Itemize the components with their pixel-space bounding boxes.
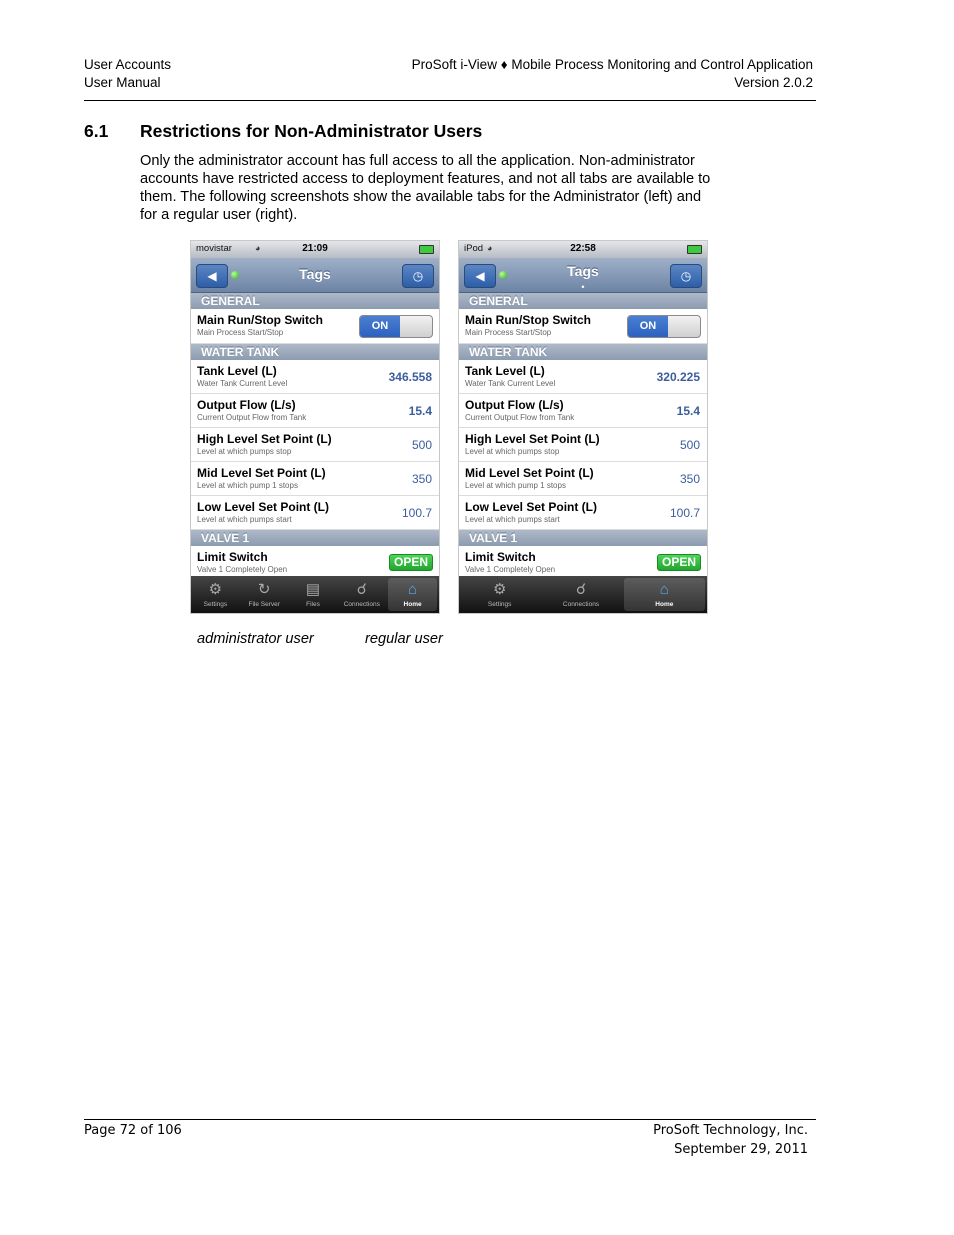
tag-value: 320.225: [656, 370, 700, 384]
tag-title: High Level Set Point (L): [465, 432, 600, 446]
tab-label: Connections: [562, 601, 600, 608]
tab-home[interactable]: [624, 578, 705, 611]
header-rule: [84, 100, 816, 101]
tag-row[interactable]: [191, 394, 439, 428]
nav-bar: [459, 258, 707, 293]
footer-right: [653, 1121, 808, 1159]
tab-bar: [459, 576, 707, 613]
timer-icon[interactable]: ◷: [402, 264, 434, 288]
tag-subtitle: Current Output Flow from Tank: [197, 413, 307, 422]
tag-row[interactable]: [191, 428, 439, 462]
section-title: Restrictions for Non-Administrator Users: [140, 121, 483, 141]
page-indicator: •: [581, 282, 585, 292]
section-water-tank: WATER TANK: [459, 344, 707, 360]
home-icon: ⌂: [408, 581, 418, 598]
tag-title: Tank Level (L): [197, 364, 277, 378]
regular-user-screenshot: [459, 241, 707, 613]
status-bar: [459, 241, 707, 258]
tag-title: Main Run/Stop Switch: [465, 313, 591, 327]
wifi-icon: ◕: [487, 243, 493, 253]
tag-subtitle: Level at which pumps stop: [465, 447, 560, 456]
tag-title: Tank Level (L): [465, 364, 545, 378]
tag-subtitle: Water Tank Current Level: [465, 379, 556, 388]
header-chapter: User Accounts: [84, 57, 172, 72]
tab-label: File Server: [248, 601, 280, 608]
status-time: 21:09: [302, 243, 328, 254]
status-bar: [191, 241, 439, 258]
tag-value: 15.4: [408, 404, 432, 418]
tag-title: Output Flow (L/s): [197, 398, 296, 412]
section-valve: VALVE 1: [459, 530, 707, 546]
paragraph-line: accounts have restricted access to deployment features, and not all tabs are available to: [140, 171, 711, 187]
section-valve: VALVE 1: [191, 530, 439, 546]
tag-value: 500: [411, 438, 432, 452]
tab-connections[interactable]: [540, 576, 621, 613]
nav-title: Tags: [299, 266, 331, 282]
connections-icon: ☌: [575, 581, 587, 598]
tag-value: 350: [679, 472, 700, 486]
tab-connections[interactable]: [337, 576, 386, 613]
gear-icon: ⚙: [208, 581, 223, 598]
tag-title: Low Level Set Point (L): [197, 500, 330, 514]
wifi-icon: ◕: [255, 243, 261, 253]
tag-subtitle: Level at which pumps start: [197, 515, 292, 524]
tag-subtitle: Main Process Start/Stop: [465, 328, 552, 337]
tag-subtitle: Valve 1 Completely Open: [465, 565, 556, 574]
tag-value: 350: [411, 472, 432, 486]
tag-subtitle: Current Output Flow from Tank: [465, 413, 575, 422]
carrier-label: movistar: [196, 243, 232, 254]
paragraph-line: Only the administrator account has full access to all the application. Non-administrator: [140, 153, 695, 169]
home-icon: ⌂: [659, 581, 669, 598]
tag-value: 15.4: [676, 404, 700, 418]
tag-row: [459, 309, 707, 344]
tag-row[interactable]: [459, 360, 707, 394]
tag-row[interactable]: [459, 394, 707, 428]
tab-label: Home: [655, 601, 674, 608]
header-version: Version 2.0.2: [734, 75, 813, 90]
tag-row[interactable]: [459, 462, 707, 496]
admin-screenshot: [191, 241, 439, 613]
tag-title: Output Flow (L/s): [465, 398, 564, 412]
tab-bar: [191, 576, 439, 613]
page-number: Page 72 of 106: [84, 1123, 182, 1138]
tag-subtitle: Main Process Start/Stop: [197, 328, 284, 337]
section-heading: [84, 121, 482, 142]
gear-icon: ⚙: [492, 581, 507, 598]
nav-bar: [191, 258, 439, 293]
battery-icon: [687, 245, 702, 254]
tab-files[interactable]: [289, 576, 338, 613]
timer-icon[interactable]: ◷: [670, 264, 702, 288]
page-header-left: [84, 56, 171, 92]
tag-title: Low Level Set Point (L): [465, 500, 598, 514]
section-number: 6.1: [84, 121, 109, 141]
tab-label: Settings: [203, 601, 228, 608]
caption-regular: regular user: [365, 631, 443, 647]
status-time: 22:58: [570, 243, 596, 254]
header-doc-type: User Manual: [84, 75, 161, 90]
tag-value: 500: [679, 438, 700, 452]
tab-label: Connections: [343, 601, 380, 608]
tab-label: Files: [306, 601, 320, 608]
tag-title: Limit Switch: [465, 550, 536, 564]
run-stop-toggle[interactable]: [359, 315, 433, 338]
section-general: GENERAL: [459, 293, 707, 309]
tag-subtitle: Level at which pump 1 stops: [197, 481, 298, 490]
tag-title: High Level Set Point (L): [197, 432, 332, 446]
back-arrow-icon[interactable]: ◀: [196, 264, 228, 288]
tag-title: Main Run/Stop Switch: [197, 313, 323, 327]
nav-title: Tags: [567, 263, 599, 279]
footer-rule: [84, 1119, 816, 1120]
footer-date: September 29, 2011: [674, 1142, 808, 1157]
toggle-on-label: ON: [628, 316, 668, 337]
section-paragraph: [140, 152, 760, 224]
open-badge: OPEN: [389, 554, 433, 571]
tag-row[interactable]: [459, 496, 707, 530]
tag-row[interactable]: [191, 546, 439, 575]
back-arrow-icon[interactable]: ◀: [464, 264, 496, 288]
tag-row[interactable]: [459, 428, 707, 462]
footer-company: ProSoft Technology, Inc.: [653, 1123, 808, 1138]
tag-value: 100.7: [401, 506, 432, 520]
caption-admin: administrator user: [197, 631, 314, 647]
carrier-label: iPod: [464, 243, 484, 254]
tab-settings[interactable]: [459, 576, 540, 613]
tab-label: Home: [403, 601, 422, 608]
tag-value: 100.7: [669, 506, 700, 520]
tag-subtitle: Water Tank Current Level: [197, 379, 288, 388]
tag-row[interactable]: [191, 496, 439, 530]
section-water-tank: WATER TANK: [191, 344, 439, 360]
paragraph-line: them. The following screenshots show the available tabs for the Administrator (left) and: [140, 189, 702, 205]
tag-subtitle: Level at which pump 1 stops: [465, 481, 566, 490]
toggle-on-label: ON: [360, 316, 400, 337]
tag-row[interactable]: [191, 462, 439, 496]
tab-file-server[interactable]: [240, 576, 289, 613]
tag-subtitle: Valve 1 Completely Open: [197, 565, 288, 574]
battery-icon: [419, 245, 434, 254]
briefcase-icon: ▤: [305, 581, 321, 598]
tag-row[interactable]: [459, 546, 707, 575]
tag-subtitle: Level at which pumps stop: [197, 447, 292, 456]
page-header-right: [412, 56, 813, 92]
tag-subtitle: Level at which pumps start: [465, 515, 560, 524]
tag-title: Mid Level Set Point (L): [197, 466, 326, 480]
tab-label: Settings: [487, 601, 512, 608]
header-product: ProSoft i-View ♦ Mobile Process Monitoring and Control Application: [411, 57, 813, 72]
tag-title: Limit Switch: [197, 550, 268, 564]
tab-settings[interactable]: [191, 576, 240, 613]
tag-title: Mid Level Set Point (L): [465, 466, 594, 480]
tag-row: [191, 309, 439, 344]
connections-icon: ☌: [356, 581, 367, 598]
open-badge: OPEN: [657, 554, 701, 571]
tab-home[interactable]: [388, 578, 437, 611]
run-stop-toggle[interactable]: [627, 315, 701, 338]
section-general: GENERAL: [191, 293, 439, 309]
paragraph-line: for a regular user (right).: [140, 207, 298, 223]
sync-icon: ↻: [257, 581, 271, 598]
tag-row[interactable]: [191, 360, 439, 394]
tag-value: 346.558: [388, 370, 432, 384]
